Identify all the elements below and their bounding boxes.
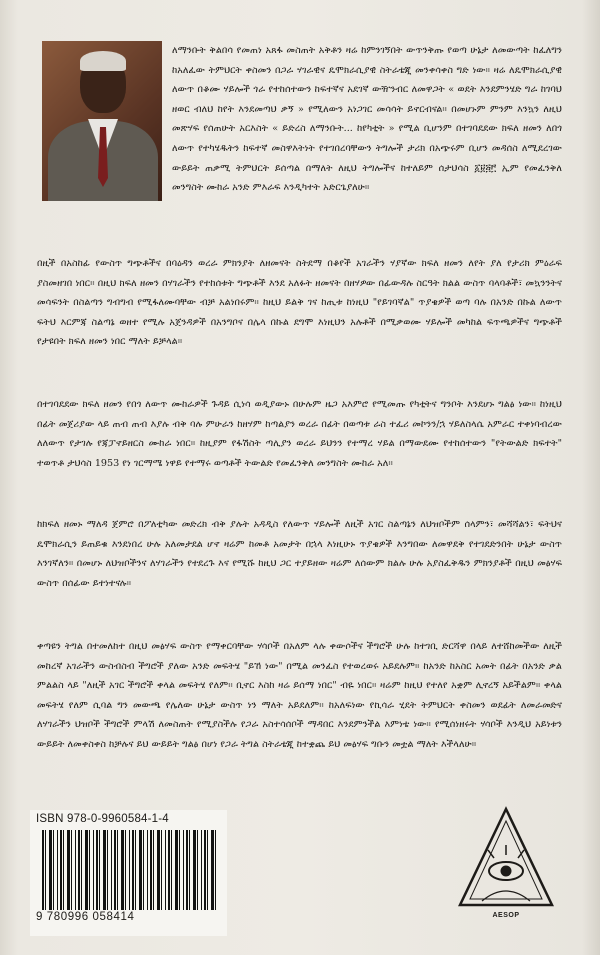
paragraph-5: ቀጣዩን ትግል በተመለከተ በዚህ መፅሃፍ ውስጥ የማቀርባቸው ሃሳቦች በአለም ላሉ ቀውሶችና ችግሮች ሁሉ ከተገቢ ድርሻዋ በላይ ለተሸከመችው ለዚች መከረኛ አገራችን ውስብስብ ችግሮች ያለው አንድ መፍትሄ "ይኸ ነው" በሚል መንፈስ የተወረወሩ አይደሉም። ከአንድ ከአስር አመት በፊት በአንድ ቃል ምልልስ ላይ "ለዚች አገር ችግሮች ቀላል መፍትሄ የለም። ቢኖር እስከ ዛሬ ይሰማ ነበር" ብዬ ነበር። ዛሬም ከዚህ የተለየ አቋም ሊኖረኝ አይችልም። ቀላል መፍትሄ የለም ሲባል ግን መውጫ የሌለው ሁኔታ ውስጥ ነን ማለት አይደለም። ከአለፍነው የኪሳራ ሂደት ትምህርት ቀስመን ወደፊት ለመራመድና ለሃገራችን ህዝቦች ችግሮች ምላሽ ለመስጠት የሚያስችሉ የጋራ አስተሳሰቦች ማዳበር እንደምንችል እምነቴ ነው። የሚሰነዘሩት ሃሳቦች እንዲህ አይነቱን ውይይት ለመቀስቀስ ከቻሉና ይህ ውይይት ግልፅ በሆነ የጋራ ትግል ስትራቴጂ ከተቋጨ ይህ መፅሃፍ ግቡን መቷል ማለት እችላለሁ። — [37, 641, 563, 750]
publisher-logo-label: AESOP — [492, 912, 520, 919]
author-photo — [42, 41, 162, 201]
paragraph-1: ለማንቡት ቅልበሳ የመጠነ አጸፋ መስጠት አቅቶን ዛሬ ከምንገኝበት ውጥንቅጡ የወጣ ሁኔታ ለመውጣት ከፈለግን ከአለፈው ትምህርት ቀስመን በጋራ ሃገራዊና ዴሞክራሲያዊ ስትራቴጂ መንቀሳቀስ ግድ ነው። ዛሬ ለዴሞክራሲያዊ ለውጥ በቆሙ ሃይሎች ጎራ የተከሰተውን ከፍተኛና አደገኛ ውዥንብር ለመዋጋት « ወደት እንደምንሄድ ግራ ከገባህ ዘወር ብለህ ከየት እንደመጣህ ቃኝ » የሚለውን አነጋገር መሳሳት ይኖርብናል። በመሆኑም ምንም እንኳን ለዚህ መጽሃፍ የሰጠሁት አርእስት « ይድረስ ለማንቡት... ከየካቲት » የሚል ቢሆንም በተገባደደው ክፍለ ዘመን ለበጎ ለውጥ የተካሄዱትን ከፍተኛ መስዋእትነት የተገበረባቸውን ትግሎች ታሪክ በአጭሩም ቢሆን መዳሰስ ለሚደረገው ውይይት ጠቃሚ ትምህርት ይሰጣል በማለት ለዚህ ትግሎችና ከተለይም ሰታህሳስ ፩፱፭፫ ኢም የመፈንቅለ መንግስት ሙከራ አንድ ምእራፍ እንዲካተት አድርጌያለሁ። — [172, 45, 562, 194]
paragraph-2: በዚች በአስከፊ የውስጥ ግጭቶችና በባዕዳን ወረራ ምክንያት ለዘመናት ስትደማ በቆየች አገራችን ሃያኛው ክፍለ ዘመን ለየት ያለ የታሪክ ምዕራፍ ያስመዘገበ ነበር። በዚህ ክፍለ ዘመን በሃገራችን የተከሰቱት ግጭቶች እንደ አለፉት ዘመናት በዘሃዎው በፊውዳሉ ስርዓት ክልል ውስጥ ባላባቶች፣ መኳንንትና መሳፍንት በስልጣን ግብግብ የሚፋለሙባቸው ብቻ አልነበሩም። ከዚህ ይልቅ ገና ከጢቱ ከነዚህ "የይገባኛል" ጥያቄዎች ወጣ ባሉ በአንድ በኩል ለውጥ ፍትህ እርምጃ ስልጣኔ ወዘተ የሚሉ አጀንዳዎች በአንግቦና በሌላ በኩል ደግሞ እነዚህን አሉቶች በሚቃወሙ ሃይሎች መካከል ፍጥጫዎችና ግጭቶች የታዩበት ክፍለ ዘመን ነበር ማለት ይቻላል። — [37, 258, 562, 348]
barcode-icon — [42, 830, 218, 910]
publisher-logo-icon — [456, 805, 556, 911]
paragraph-3: በተገባደደው ክፍለ ዘመን የበጎ ለውጥ ሙከራዎች ጉዳይ ሲነሳ ወዲያውኑ በሁሉም ዜጋ አእምሮ የሚመጡ የካቲትና ግንቦት እንደሆኑ ግልፅ ነው። ከነዚህ በፊት መጀሪያው ላይ ጠብ ጠብ እያሉ ብቅ ባሉ ምሁራን ከዘሃም ከጣልያን ወረራ በፊት በወጣቱ ራስ ተፈሪ መኮንን/ኋ ሃይለስላሴ አምራር ተቀነባብረው ለለውጥ የታገሉ የጃፓኖይዘርስ ሙከራ ነበር። ከዚያም የፋሽስት ጣሊያን ወረራ ይህንን የተማረ ሃይል በማውደሙ የተከሰተውን "የትውልድ ክፍተት" ተወጥቶ ታህሳስ 1953 የነ ገርማሜ ነዋይ የተማሩ ወጣቶች ትውልድ የመፈንቅለ መንግስት ሙከራ አለ። — [37, 399, 562, 469]
barcode-number: 9 780996 058414 — [36, 911, 135, 923]
isbn-label: ISBN 978-0-9960584-1-4 — [36, 813, 169, 825]
paragraph-4: ከክፍለ ዘመኑ ማለዳ ጀምሮ በፖለቲካው መድረክ ብቅ ያሉት አዳዲስ የለውጥ ሃይሎች ለዚች አገር ስልጣኔን ለህዝቦችም ሰላምን፣ መሻሻልን፣ ፍትህና ዴሞክራሲን ይጠይቁ እንደነበረ ሁሉ አለመታደል ሆኖ ዛሬም ከመቶ አመታት በኋላ እነዚሁኑ ጥያቄዎች እንግበው ለመዋደቅ የተገደድንበት ሁኔታ ውስጥ እንገኛለን። በመሆኑ ለህዝቦችንና ለሃገራችን የተደረጉ እና የሚሹ ከዚህ ጋር ተያይዘው ዛሬም ለሰውም ክልሉ ሁሉ አያስፈቅዱን ምክንያቶች በዚህ መፅሃፍ ውስጥ በሰፊው ይተነተናሉ። — [37, 519, 562, 589]
